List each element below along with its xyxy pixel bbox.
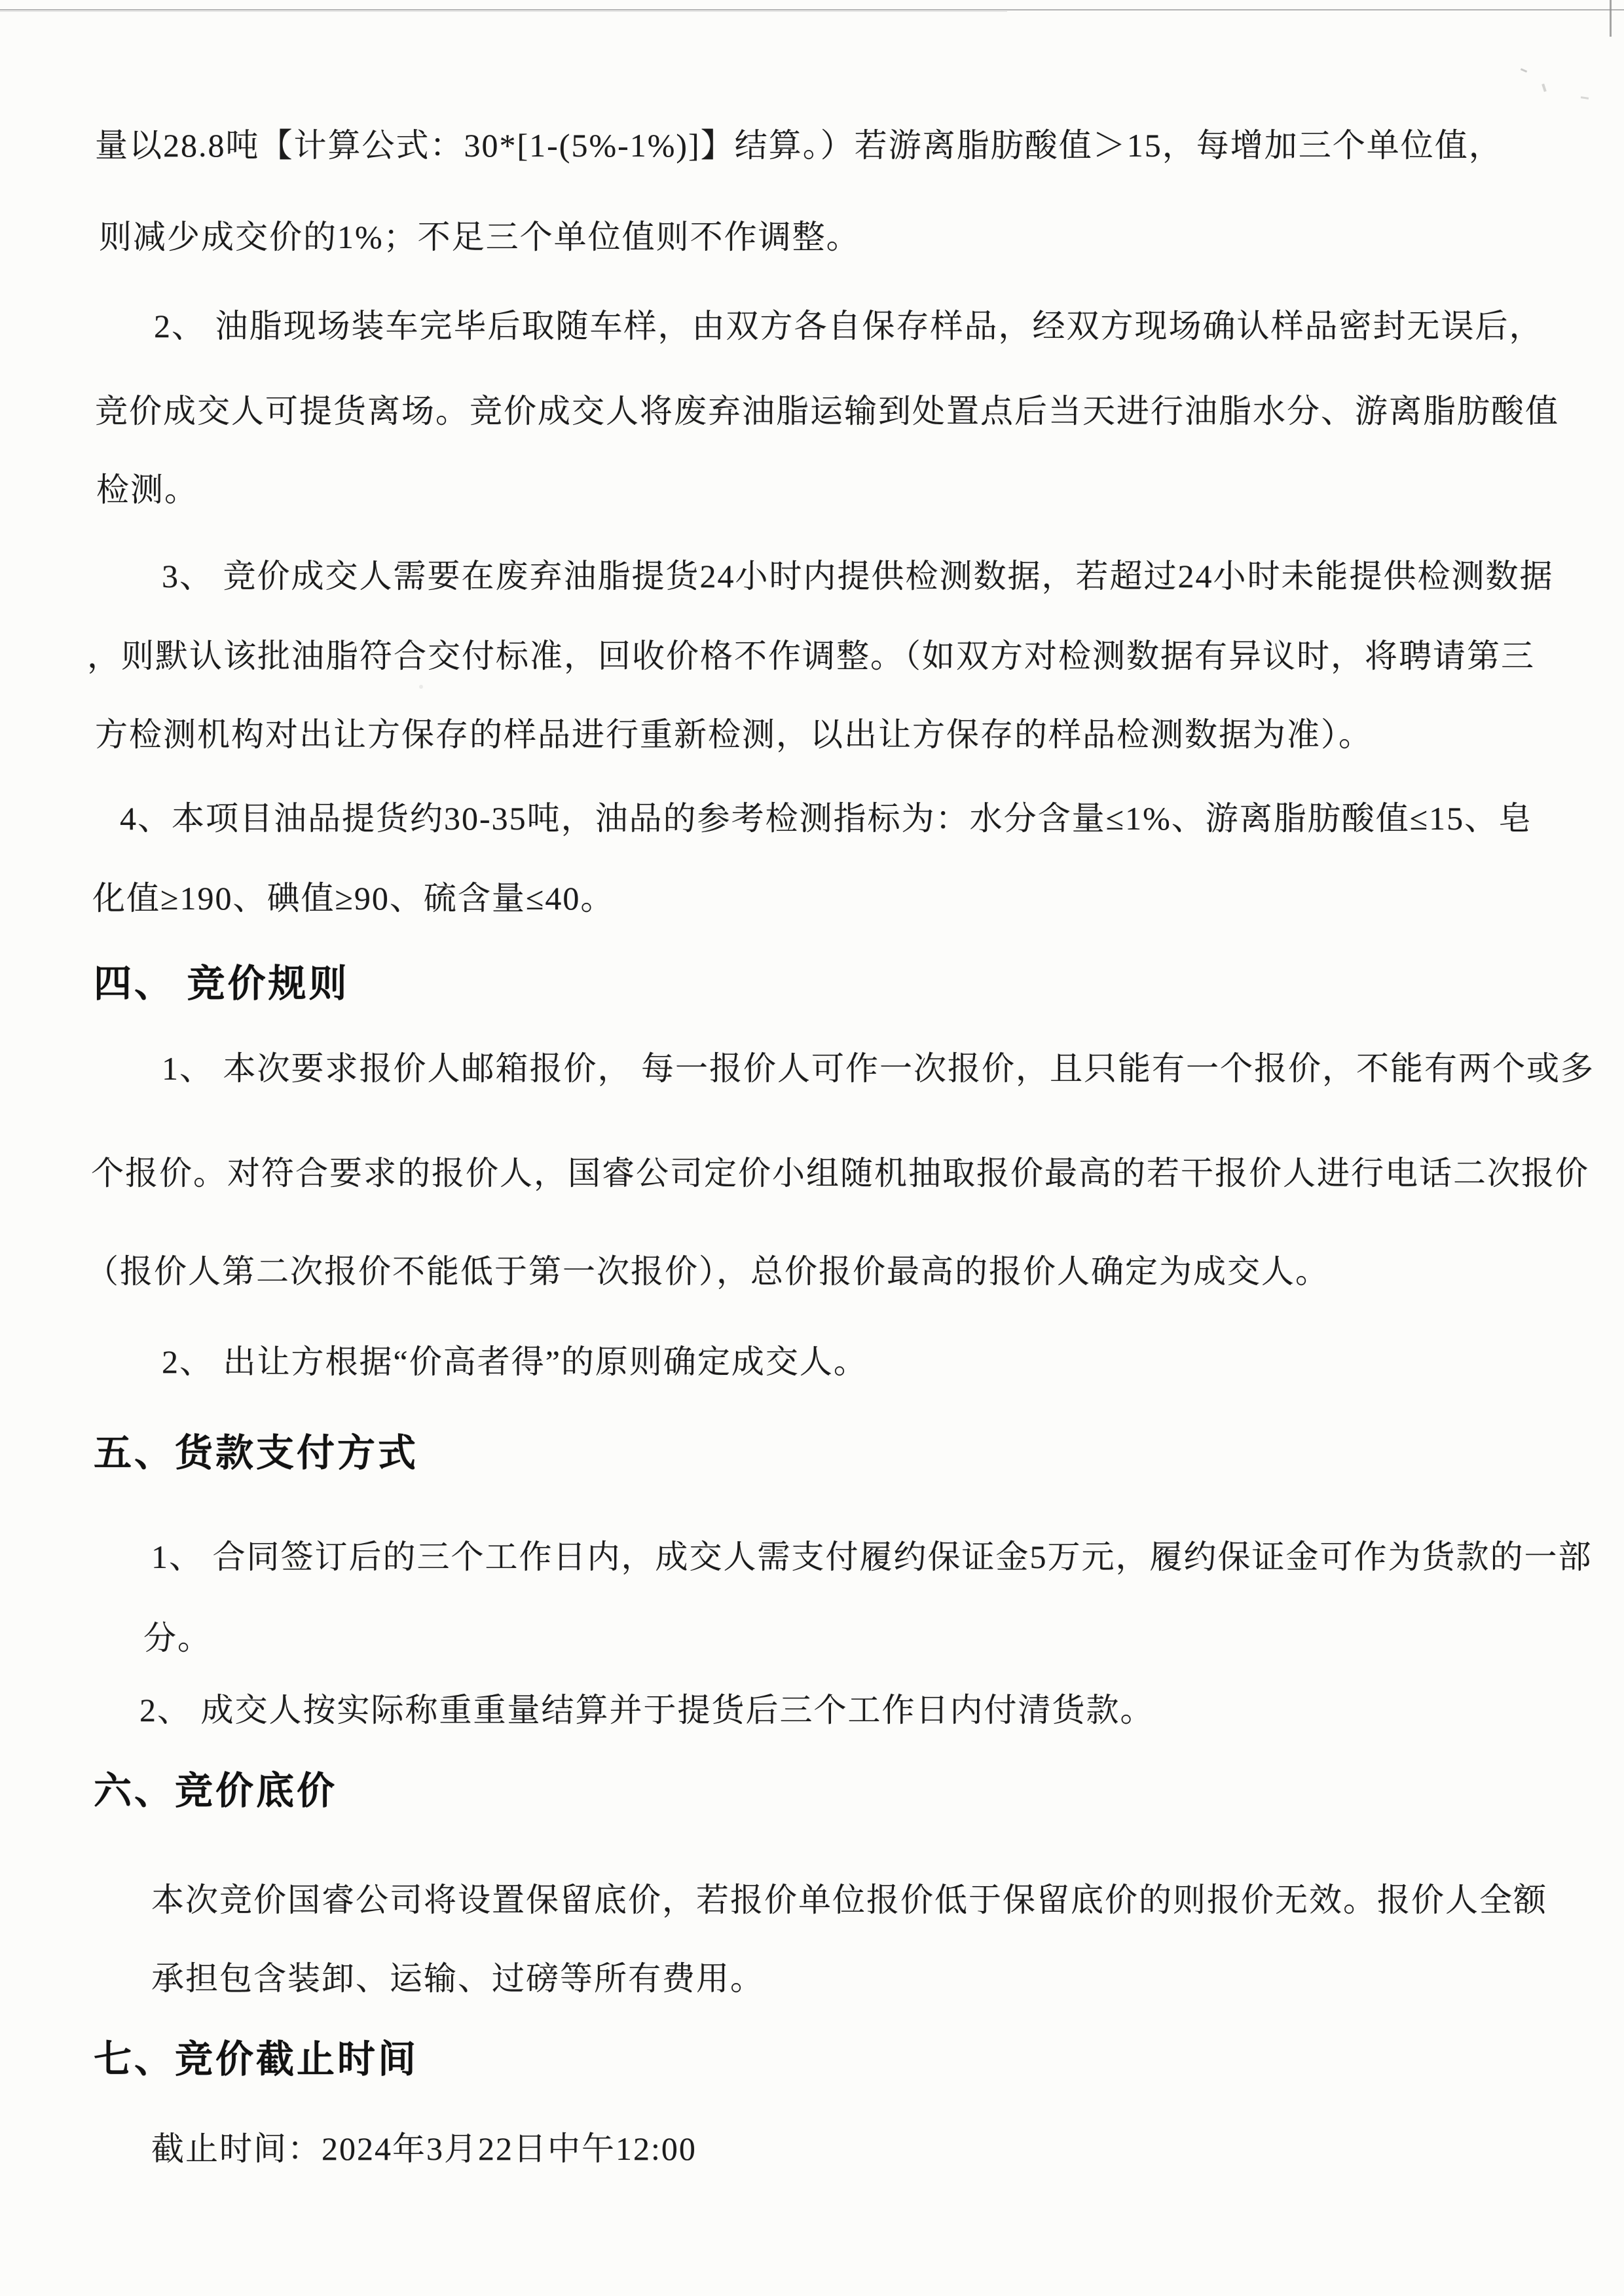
paragraph-line: 检测。 xyxy=(96,471,198,508)
paragraph-line: 2、 油脂现场装车完毕后取随车样，由双方各自保存样品，经双方现场确认样品密封无误后， xyxy=(154,308,1543,344)
paragraph-line: 本次竞价国睿公司将设置保留底价，若报价单位报价低于保留底价的则报价无效。报价人全额 xyxy=(151,1882,1547,1918)
scan-speck xyxy=(1541,84,1547,92)
document-body xyxy=(86,0,1595,2296)
paragraph-line: 1、 本次要求报价人邮箱报价， 每一报价人可作一次报价，且只能有一个报价，不能有两个或多 xyxy=(162,1050,1595,1087)
section-heading-payment-method: 五、货款支付方式 xyxy=(94,1432,419,1474)
paragraph-line: 量以28.8吨【计算公式：30*[1-(5%-1%)]】结算。）若游离脂肪酸值＞15，每增加三个单位值， xyxy=(95,127,1503,164)
paragraph-line: 方检测机构对出让方保存的样品进行重新检测，以出让方保存的样品检测数据为准）。 xyxy=(95,716,1373,753)
paragraph-line: 则减少成交价的1%；不足三个单位值则不作调整。 xyxy=(99,219,860,255)
section-heading-deadline: 七、竞价截止时间 xyxy=(94,2038,419,2081)
paragraph-line: 承担包含装卸、运输、过磅等所有费用。 xyxy=(151,1960,764,1997)
paragraph-line: 2、 成交人按实际称重重量结算并于提货后三个工作日内付清货款。 xyxy=(139,1692,1154,1728)
paragraph-line: 2、 出让方根据“价高者得”的原则确定成交人。 xyxy=(162,1343,868,1380)
section-heading-bidding-rules: 四、 竞价规则 xyxy=(94,962,350,1005)
paragraph-line: 4、本项目油品提货约30-35吨，油品的参考检测指标为：水分含量≤1%、游离脂肪酸值≤15、皂 xyxy=(120,800,1533,837)
paragraph-line: ，则默认该批油脂符合交付标准，回收价格不作调整。（如双方对检测数据有异议时，将聘请第三 xyxy=(87,638,1535,674)
paragraph-line: （报价人第二次报价不能低于第一次报价），总价报价最高的报价人确定为成交人。 xyxy=(86,1253,1329,1290)
paragraph-line: 3、 竞价成交人需要在废弃油脂提货24小时内提供检测数据，若超过24小时未能提供检测数据 xyxy=(162,558,1554,594)
scan-corner-artifact xyxy=(1610,0,1612,37)
scan-speck xyxy=(1581,96,1589,100)
paragraph-line: 1、 合同签订后的三个工作日内，成交人需支付履约保证金5万元，履约保证金可作为货款的一部 xyxy=(151,1539,1593,1575)
paragraph-line: 化值≥190、碘值≥90、硫含量≤40。 xyxy=(92,880,615,917)
paragraph-line: 个报价。对符合要求的报价人，国睿公司定价小组随机抽取报价最高的若干报价人进行电话二次报价 xyxy=(91,1155,1589,1192)
section-heading-reserve-price: 六、竞价底价 xyxy=(94,1770,338,1812)
paragraph-line: 分。 xyxy=(143,1620,212,1656)
paragraph-line: 竞价成交人可提货离场。竞价成交人将废弃油脂运输到处置点后当天进行油脂水分、游离脂肪酸值 xyxy=(95,393,1559,429)
deadline-text: 截止时间：2024年3月22日中午12:00 xyxy=(151,2130,697,2167)
